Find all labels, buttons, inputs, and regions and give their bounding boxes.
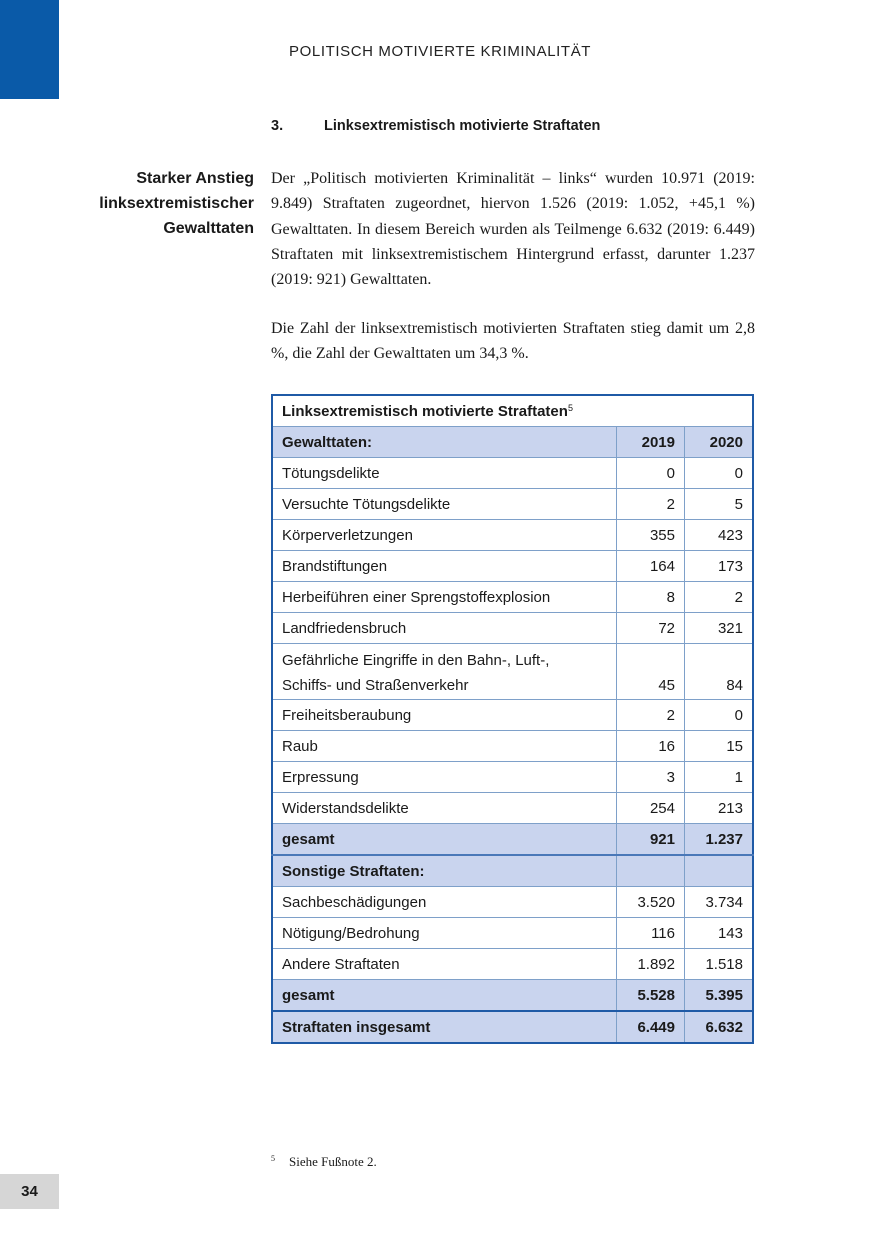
table-cell-label: Andere Straftaten [272,949,617,980]
table-cell-2020: 15 [685,731,754,762]
table-cell-2019: 5.528 [617,980,685,1012]
table-cell-2019: 2 [617,700,685,731]
table-cell-2019: 8 [617,582,685,613]
margin-note [60,166,254,241]
table-row [272,949,753,980]
table-cell-2020: 213 [685,793,754,824]
statistics-table [271,394,754,1044]
margin-note-line: linksextremistischer [99,195,254,212]
table-cell-label: gesamt [272,980,617,1012]
table-cell-label: Landfriedensbruch [272,613,617,644]
table-cell-2019: 16 [617,731,685,762]
table-row [272,582,753,613]
corner-color-block [0,0,59,99]
table-cell-2019: 355 [617,520,685,551]
table-cell-2020: 173 [685,551,754,582]
table-cell-2020: 6.632 [685,1011,754,1043]
table-cell-2019: 921 [617,824,685,856]
table-cell-2020: 0 [685,458,754,489]
table-grand-total-row [272,1011,753,1043]
table-cell-2019: 254 [617,793,685,824]
table-subtotal-row [272,824,753,856]
column-header-2019: 2019 [617,427,685,458]
table-cell-2020: 1 [685,762,754,793]
table-header-row [272,427,753,458]
table-cell-label: Sonstige Straftaten: [272,855,617,887]
table-cell-empty [617,855,685,887]
table-title: Linksextremistisch motivierte Straftaten$^5$ [282,402,573,420]
table-subtotal-row [272,980,753,1012]
table-cell-2020: 321 [685,613,754,644]
running-header: POLITISCH MOTIVIERTE KRIMINALITÄT [289,43,592,60]
footnote [271,1154,377,1170]
table-row [272,918,753,949]
table-cell-2019: 0 [617,458,685,489]
table-row [272,613,753,644]
table-row [272,458,753,489]
table-cell-2019: 3.520 [617,887,685,918]
table-cell-2020: 143 [685,918,754,949]
table-cell-2019: 2 [617,489,685,520]
table-cell-label: Tötungsdelikte [272,458,617,489]
table-cell-label: Nötigung/Bedrohung [272,918,617,949]
table-cell-label: Herbeiführen einer Sprengstoffexplosion [272,582,617,613]
footnote-text: Siehe Fußnote 2. [289,1154,377,1169]
table-row [272,793,753,824]
table-cell-2019: 116 [617,918,685,949]
table-cell-label: Brandstiftungen [272,551,617,582]
table-cell-label: Erpressung [272,762,617,793]
table-cell-2020: 84 [685,644,754,700]
table-cell-label-line: Gefährliche Eingriffe in den Bahn-, Luft-, [282,652,550,669]
table-cell-2020: 3.734 [685,887,754,918]
table-cell-label: gesamt [272,824,617,856]
table-row [272,551,753,582]
table-cell-2020: 423 [685,520,754,551]
footnote-mark: 5 [271,1154,275,1163]
table-row [272,731,753,762]
table-cell-label: Straftaten insgesamt [272,1011,617,1043]
table-row [272,489,753,520]
table-header-row [272,855,753,887]
body-paragraph: Der „Politisch motivierten Kriminalität – links“ wurden 10.971 (2019: 9.849) Straftaten zugeordnet, hiervon 1.526 (2019: 1.052, +45,1 %) Gewalttaten. In diesem Bereich wurden als Teilmenge 6.632 (2019: 6.449) Straftaten mit linksextremistischem Hintergrund erfasst, darunter 1.237 (2019: 921) Gewalttaten. [271,170,755,289]
table-cell-2019: 3 [617,762,685,793]
table-cell-empty [685,855,754,887]
table-cell-2020: 1.237 [685,824,754,856]
table-cell-2020: 1.518 [685,949,754,980]
table-cell-2019: 1.892 [617,949,685,980]
table-row [272,887,753,918]
table-cell-label: Sachbeschädigungen [272,887,617,918]
table-row [272,644,753,700]
page-number: 34 [0,1174,59,1209]
body-paragraph: Die Zahl der linksextremistisch motivierten Straftaten stieg damit um 2,8 %, die Zahl der Gewalttaten um 34,3 %. [271,320,755,363]
column-header-2020: 2020 [685,427,754,458]
section-number: 3. [271,118,284,134]
table-cell-2020: 5 [685,489,754,520]
table-cell-2020: 5.395 [685,980,754,1012]
table-row [272,762,753,793]
table-row [272,520,753,551]
section-heading [271,118,600,134]
table-cell-label: Versuchte Tötungsdelikte [272,489,617,520]
table-cell-2019: 6.449 [617,1011,685,1043]
table-cell-2019: 72 [617,613,685,644]
table-row [272,700,753,731]
table-cell-label: Widerstandsdelikte [272,793,617,824]
margin-note-line: Starker Anstieg [136,170,254,187]
table-cell-2019: 45 [617,644,685,700]
table-cell-label: Gewalttaten: [272,427,617,458]
table-cell-label-line: Schiffs- und Straßenverkehr [282,677,469,694]
table-cell-2019: 164 [617,551,685,582]
margin-note-line: Gewalttaten [163,220,254,237]
footnote-reference: 5 [567,402,573,413]
table-cell-label: Freiheitsberaubung [272,700,617,731]
table-cell-2020: 0 [685,700,754,731]
table-cell-2020: 2 [685,582,754,613]
section-title: Linksextremistisch motivierte Straftaten [324,118,601,134]
table-cell-label: Körperverletzungen [272,520,617,551]
table-cell-label: Raub [272,731,617,762]
table-cell-label [272,644,617,700]
table-title-row [272,395,753,427]
